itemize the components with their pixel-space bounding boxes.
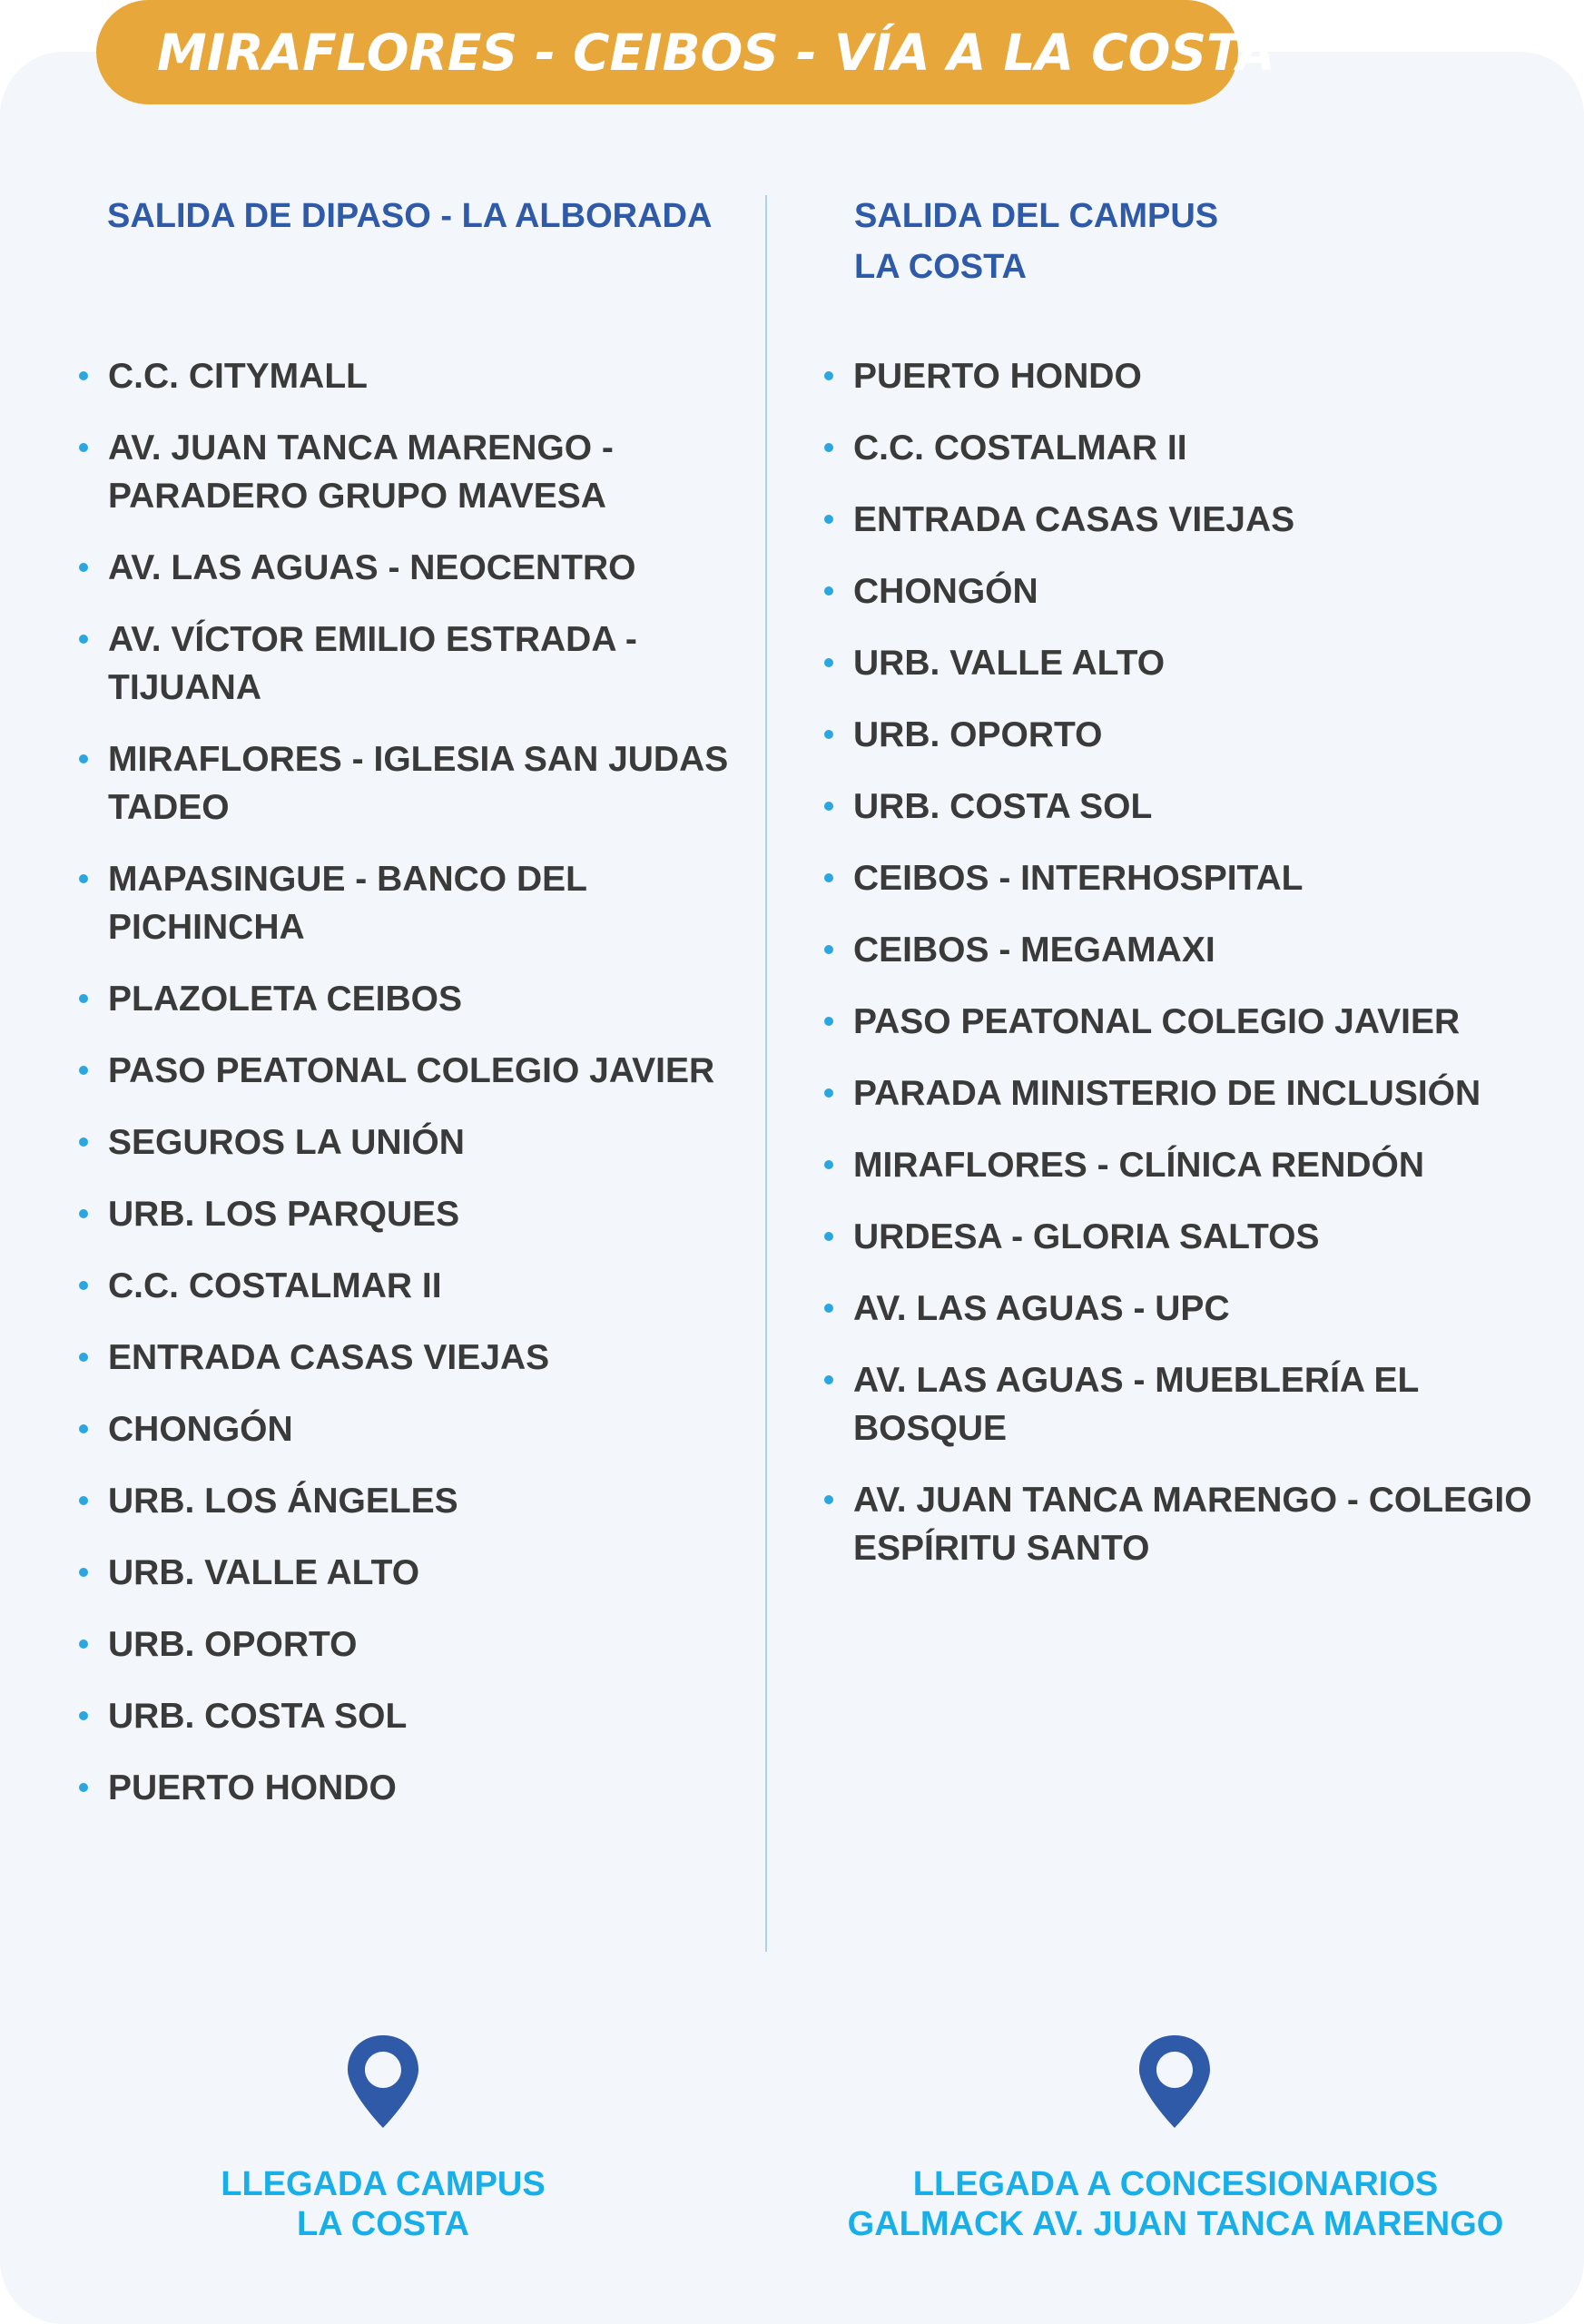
- map-pin-icon: [1134, 2032, 1215, 2132]
- stop-label: URB. LOS ÁNGELES: [108, 1482, 458, 1521]
- stop-label: URB. COSTA SOL: [108, 1697, 408, 1736]
- stop-item: [76, 1620, 748, 1669]
- stop-label: AV. LAS AGUAS - NEOCENTRO: [108, 548, 636, 587]
- stop-label: MIRAFLORES - CLÍNICA RENDÓN: [853, 1146, 1425, 1185]
- route-title-banner: [96, 0, 1275, 104]
- stop-label: SEGUROS LA UNIÓN: [108, 1123, 465, 1162]
- stop-item: [76, 1477, 748, 1525]
- stop-item: [76, 1549, 748, 1597]
- stop-label: AV. JUAN TANCA MARENGO - COLEGIO ESPÍRITU SANTO: [853, 1481, 1532, 1568]
- bullet-dot-icon: [79, 443, 88, 452]
- stop-label: PUERTO HONDO: [853, 357, 1142, 396]
- stop-label: AV. JUAN TANCA MARENGO - PARADERO GRUPO MAVESA: [108, 428, 614, 516]
- stop-item: [822, 496, 1548, 544]
- stop-item: [822, 424, 1548, 472]
- stop-item: [822, 352, 1548, 400]
- stop-item: [76, 1047, 748, 1095]
- stop-item: [76, 1190, 748, 1238]
- bullet-dot-icon: [79, 563, 88, 572]
- stop-item: [76, 424, 748, 520]
- route-title: MIRAFLORES - CEIBOS - VÍA A LA COSTA: [157, 23, 1275, 82]
- bullet-dot-icon: [824, 1375, 833, 1384]
- bullet-dot-icon: [79, 1568, 88, 1577]
- stop-label: C.C. COSTALMAR II: [853, 428, 1187, 468]
- stop-label: MIRAFLORES - IGLESIA SAN JUDAS TADEO: [108, 740, 729, 827]
- stop-item: [822, 783, 1548, 831]
- column-divider: [765, 195, 767, 1952]
- stop-item: [76, 735, 748, 832]
- bullet-dot-icon: [824, 1017, 833, 1026]
- stop-item: [76, 975, 748, 1023]
- bullet-dot-icon: [824, 1160, 833, 1169]
- left-column-heading: SALIDA DE DIPASO - LA ALBORADA: [107, 197, 713, 235]
- bullet-dot-icon: [79, 994, 88, 1003]
- stop-item: [822, 998, 1548, 1046]
- stop-label: PARADA MINISTERIO DE INCLUSIÓN: [853, 1074, 1481, 1113]
- stop-label: URB. COSTA SOL: [853, 787, 1153, 826]
- arrival-galmack-label: LLEGADA A CONCESIONARIOS GALMACK AV. JUAN TANCA MARENGO: [847, 2165, 1504, 2243]
- stop-item: [822, 567, 1548, 615]
- stop-label: URB. LOS PARQUES: [108, 1195, 460, 1234]
- stop-label: AV. LAS AGUAS - UPC: [853, 1289, 1230, 1328]
- bullet-dot-icon: [824, 515, 833, 524]
- stop-label: PASO PEATONAL COLEGIO JAVIER: [108, 1051, 715, 1090]
- bullet-dot-icon: [79, 874, 88, 883]
- bullet-dot-icon: [79, 635, 88, 644]
- stop-label: URB. VALLE ALTO: [853, 644, 1166, 683]
- stop-label: AV. LAS AGUAS - MUEBLERÍA EL BOSQUE: [853, 1361, 1419, 1448]
- stop-item: [822, 1285, 1548, 1333]
- stop-item: [76, 1405, 748, 1453]
- bullet-dot-icon: [79, 1496, 88, 1505]
- bullet-dot-icon: [824, 1232, 833, 1241]
- stop-label: ENTRADA CASAS VIEJAS: [108, 1338, 550, 1377]
- bullet-dot-icon: [824, 1304, 833, 1313]
- stop-item: [822, 926, 1548, 974]
- stop-item: [76, 352, 748, 400]
- bullet-dot-icon: [824, 802, 833, 811]
- stop-item: [822, 711, 1548, 759]
- bullet-dot-icon: [824, 658, 833, 667]
- map-pin-icon: [342, 2032, 424, 2132]
- bullet-dot-icon: [79, 1066, 88, 1075]
- stop-label: CHONGÓN: [853, 572, 1038, 611]
- stop-item: [822, 1476, 1548, 1572]
- bullet-dot-icon: [79, 754, 88, 763]
- bullet-dot-icon: [79, 1281, 88, 1290]
- stop-item: [76, 1692, 748, 1740]
- stop-label: CHONGÓN: [108, 1410, 293, 1449]
- bullet-dot-icon: [824, 443, 833, 452]
- left-stops-list: [76, 352, 748, 1836]
- stop-item: [822, 1356, 1548, 1452]
- bullet-dot-icon: [79, 1353, 88, 1362]
- stop-label: MAPASINGUE - BANCO DEL PICHINCHA: [108, 860, 587, 947]
- bullet-dot-icon: [79, 1640, 88, 1649]
- stop-item: [76, 1118, 748, 1167]
- bullet-dot-icon: [79, 1424, 88, 1433]
- bullet-dot-icon: [824, 730, 833, 739]
- stop-label: PUERTO HONDO: [108, 1768, 397, 1807]
- right-stops-list: [822, 352, 1548, 1596]
- stop-item: [76, 544, 748, 592]
- stop-item: [76, 1334, 748, 1382]
- bullet-dot-icon: [79, 371, 88, 380]
- stop-item: [76, 1262, 748, 1310]
- stop-label: C.C. COSTALMAR II: [108, 1266, 442, 1305]
- stop-label: CEIBOS - MEGAMAXI: [853, 931, 1215, 970]
- bullet-dot-icon: [824, 586, 833, 596]
- stop-label: PLAZOLETA CEIBOS: [108, 980, 462, 1019]
- bullet-dot-icon: [824, 873, 833, 882]
- stop-label: URB. OPORTO: [108, 1625, 358, 1664]
- stop-label: PASO PEATONAL COLEGIO JAVIER: [853, 1002, 1461, 1041]
- stop-item: [822, 1069, 1548, 1118]
- bullet-dot-icon: [79, 1209, 88, 1218]
- stop-item: [76, 1764, 748, 1812]
- stop-item: [822, 854, 1548, 902]
- stop-item: [822, 1141, 1548, 1189]
- stop-label: AV. VÍCTOR EMILIO ESTRADA - TIJUANA: [108, 620, 637, 707]
- bullet-dot-icon: [79, 1137, 88, 1147]
- stop-label: URB. VALLE ALTO: [108, 1553, 420, 1592]
- bullet-dot-icon: [824, 945, 833, 954]
- bullet-dot-icon: [824, 1495, 833, 1504]
- stop-label: ENTRADA CASAS VIEJAS: [853, 500, 1295, 539]
- stop-label: CEIBOS - INTERHOSPITAL: [853, 859, 1304, 898]
- stop-item: [76, 615, 748, 712]
- arrival-campus-label: LLEGADA CAMPUS LA COSTA: [221, 2165, 546, 2243]
- bullet-dot-icon: [824, 1088, 833, 1098]
- stop-label: URB. OPORTO: [853, 715, 1103, 754]
- right-column-heading: SALIDA DEL CAMPUS LA COSTA: [854, 197, 1219, 286]
- bullet-dot-icon: [79, 1783, 88, 1792]
- bullet-dot-icon: [79, 1711, 88, 1720]
- stop-label: C.C. CITYMALL: [108, 357, 368, 396]
- stop-label: URDESA - GLORIA SALTOS: [853, 1217, 1320, 1256]
- stop-item: [822, 639, 1548, 687]
- stop-item: [76, 855, 748, 951]
- stop-item: [822, 1213, 1548, 1261]
- bullet-dot-icon: [824, 371, 833, 380]
